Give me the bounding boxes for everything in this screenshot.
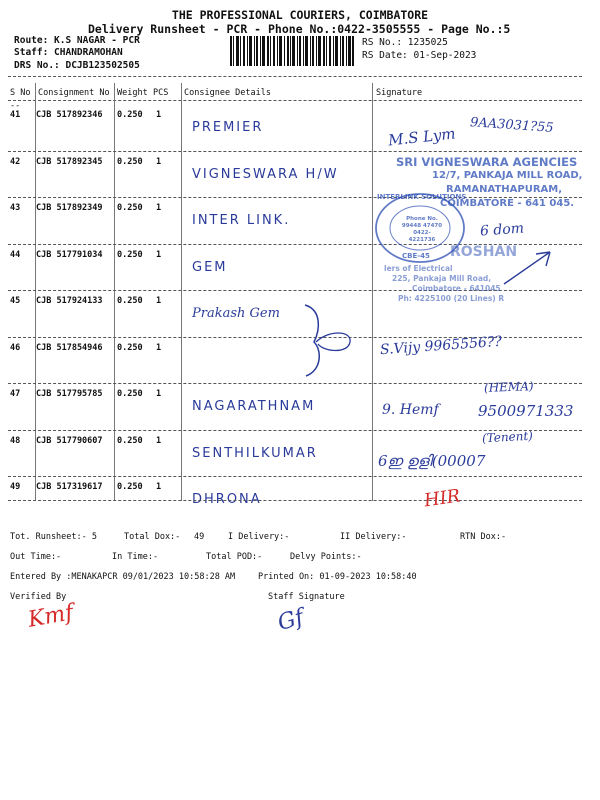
out-time-label: Out Time:-	[10, 552, 62, 562]
i-delivery-label: I Delivery:-	[228, 532, 290, 542]
row-sno: 43	[10, 203, 21, 213]
handwritten-signature-48: 6ഇ ഉളി(00007	[378, 452, 486, 470]
row-divider	[8, 151, 582, 152]
row-consignment-no: CJB 517791034	[36, 249, 103, 260]
row-pcs: 1	[156, 203, 162, 213]
table-top-rule	[8, 76, 582, 77]
barcode	[230, 36, 354, 66]
col-header-pcs: PCS	[153, 88, 169, 98]
total-pod-label: Total POD:-	[206, 552, 263, 562]
rs-date: RS Date: 01-Sep-2023	[362, 50, 477, 61]
stamp-gem-line5: Ph: 4225100 (20 Lines) R	[398, 294, 505, 303]
row-consignment-no: CJB 517854946	[36, 342, 103, 353]
runsheet-title: Delivery Runsheet - PCR - Phone No.:0422-3505555 - Page No.:5	[88, 22, 511, 36]
row-consignee-handwriting: Prakash Gem	[192, 306, 280, 321]
drs-number: DRS No.: DCJB123502505	[14, 60, 140, 71]
row-sno: 42	[10, 156, 21, 167]
company-title: THE PROFESSIONAL COURIERS, COIMBATORE	[171, 8, 429, 22]
stamp-vigneswara-city: COIMBATORE - 641 045.	[440, 198, 575, 209]
stamp-gem-line3: 225, Pankaja Mill Road,	[392, 274, 492, 283]
row-sno: 46	[10, 342, 21, 353]
stamp-interlink-phone: Phone No. 99448 47470 0422-4221736	[401, 216, 443, 243]
row-pcs: 1	[156, 389, 162, 399]
stamp-interlink-ring: INTERLINK SOLUTIONS	[377, 193, 467, 201]
row-weight: 0.250	[117, 296, 143, 306]
row-weight: 0.250	[117, 389, 143, 399]
handwritten-hema: (HEMA)	[483, 379, 534, 395]
col-divider	[181, 83, 182, 501]
stamp-gem-line1: ROSHAN	[450, 244, 518, 260]
row-consignee-handwriting: SENTHILKUMAR	[192, 445, 318, 461]
handwritten-phone-41: 9AA3031?55	[469, 115, 555, 136]
row-consignee-handwriting: GEM	[192, 259, 228, 275]
stamp-vigneswara-addr1: 12/7, PANKAJA MILL ROAD,	[432, 170, 583, 181]
row-pcs: 1	[156, 110, 162, 120]
handwritten-phone-47: 9500971333	[478, 402, 574, 420]
row-pcs: 1	[156, 435, 162, 446]
ii-delivery-label: II Delivery:-	[340, 532, 407, 542]
stamp-vigneswara-addr2: RAMANATHAPURAM,	[446, 184, 563, 195]
row-weight: 0.250	[117, 156, 143, 167]
col-divider	[372, 83, 373, 501]
row-consignment-no: CJB 517319617	[36, 482, 103, 492]
row-consignment-no: CJB 517795785	[36, 389, 103, 399]
total-dox-label: Total Dox:-	[124, 532, 181, 542]
row-weight: 0.250	[117, 482, 143, 492]
handwritten-signature-41: M.S Lym	[387, 124, 457, 150]
handwritten-bracket	[300, 300, 360, 380]
route-label: Route: K.S NAGAR - PCR	[14, 35, 140, 46]
table-bottom-rule	[8, 500, 582, 501]
row-pcs: 1	[156, 482, 162, 492]
rs-number: RS No.: 1235025	[362, 37, 448, 48]
col-divider	[114, 83, 115, 501]
col-header-signature: Signature	[376, 88, 423, 98]
stamp-gem-line2: lers of Electrical	[384, 264, 453, 273]
col-header-sno: S No	[10, 88, 31, 98]
row-consignment-no: CJB 517924133	[36, 296, 103, 306]
row-consignee-handwriting: VIGNESWARA H/W	[192, 166, 339, 182]
row-pcs: 1	[156, 249, 162, 260]
row-weight: 0.250	[117, 435, 143, 446]
row-weight: 0.250	[117, 203, 143, 213]
row-sno: 45	[10, 296, 21, 306]
handwritten-tenant: (Tenent)	[481, 428, 534, 446]
row-consignee-handwriting: PREMIER	[192, 120, 264, 135]
verified-by-label: Verified By	[10, 592, 67, 602]
delvy-points-label: Delvy Points:-	[290, 552, 362, 562]
row-sno: 47	[10, 389, 21, 399]
stamp-gem-line4: Coimbatore - 641045	[412, 284, 501, 293]
row-consignee-handwriting: DHRONA	[192, 492, 262, 507]
row-pcs: 1	[156, 296, 162, 306]
header-dashes: --	[10, 101, 21, 111]
printed-on: Printed On: 01-09-2023 10:58:40	[258, 572, 417, 582]
row-sno: 49	[10, 482, 21, 492]
row-weight: 0.250	[117, 342, 143, 353]
total-dox-value: 49	[194, 532, 205, 542]
tot-runsheet: Tot. Runsheet:- 5	[10, 532, 97, 542]
staff-signature: Gf	[275, 604, 307, 637]
row-weight: 0.250	[117, 249, 143, 260]
row-consignee-handwriting: NAGARATHNAM	[192, 399, 316, 414]
row-consignment-no: CJB 517892345	[36, 156, 103, 167]
row-weight: 0.250	[117, 110, 143, 120]
row-consignee-handwriting: INTER LINK.	[192, 213, 291, 228]
handwritten-signature-43: 6 dom	[479, 220, 525, 240]
row-sno: 41	[10, 110, 21, 120]
stamp-interlink-city: CBE-45	[402, 252, 430, 260]
col-header-consignee: Consignee Details	[184, 88, 271, 98]
rtn-dox-label: RTN Dox:-	[460, 532, 507, 542]
handwritten-signature-47: 9. Hemf	[382, 402, 439, 418]
entered-by: Entered By :MENAKAPCR 09/01/2023 10:58:28 AM	[10, 572, 236, 582]
row-divider	[8, 476, 582, 477]
col-header-weight: Weight	[117, 88, 148, 98]
handwritten-signature-46: S.Vijy 9965556??	[379, 333, 503, 359]
verified-by-signature: Kmf	[26, 600, 76, 633]
row-sno: 44	[10, 249, 21, 260]
row-consignment-no: CJB 517892346	[36, 110, 103, 120]
row-pcs: 1	[156, 156, 162, 167]
stamp-vigneswara-name: SRI VIGNESWARA AGENCIES	[396, 155, 578, 169]
row-consignment-no: CJB 517892349	[36, 203, 103, 213]
in-time-label: In Time:-	[112, 552, 159, 562]
col-header-consignment: Consignment No	[38, 88, 110, 98]
row-sno: 48	[10, 435, 21, 446]
handwritten-arrow	[500, 244, 560, 294]
staff-signature-label: Staff Signature	[268, 592, 345, 602]
staff-label: Staff: CHANDRAMOHAN	[14, 47, 123, 58]
handwritten-hir: HIR	[422, 485, 462, 512]
table-header-rule	[8, 100, 582, 101]
row-pcs: 1	[156, 342, 162, 353]
row-consignment-no: CJB 517790607	[36, 435, 103, 446]
